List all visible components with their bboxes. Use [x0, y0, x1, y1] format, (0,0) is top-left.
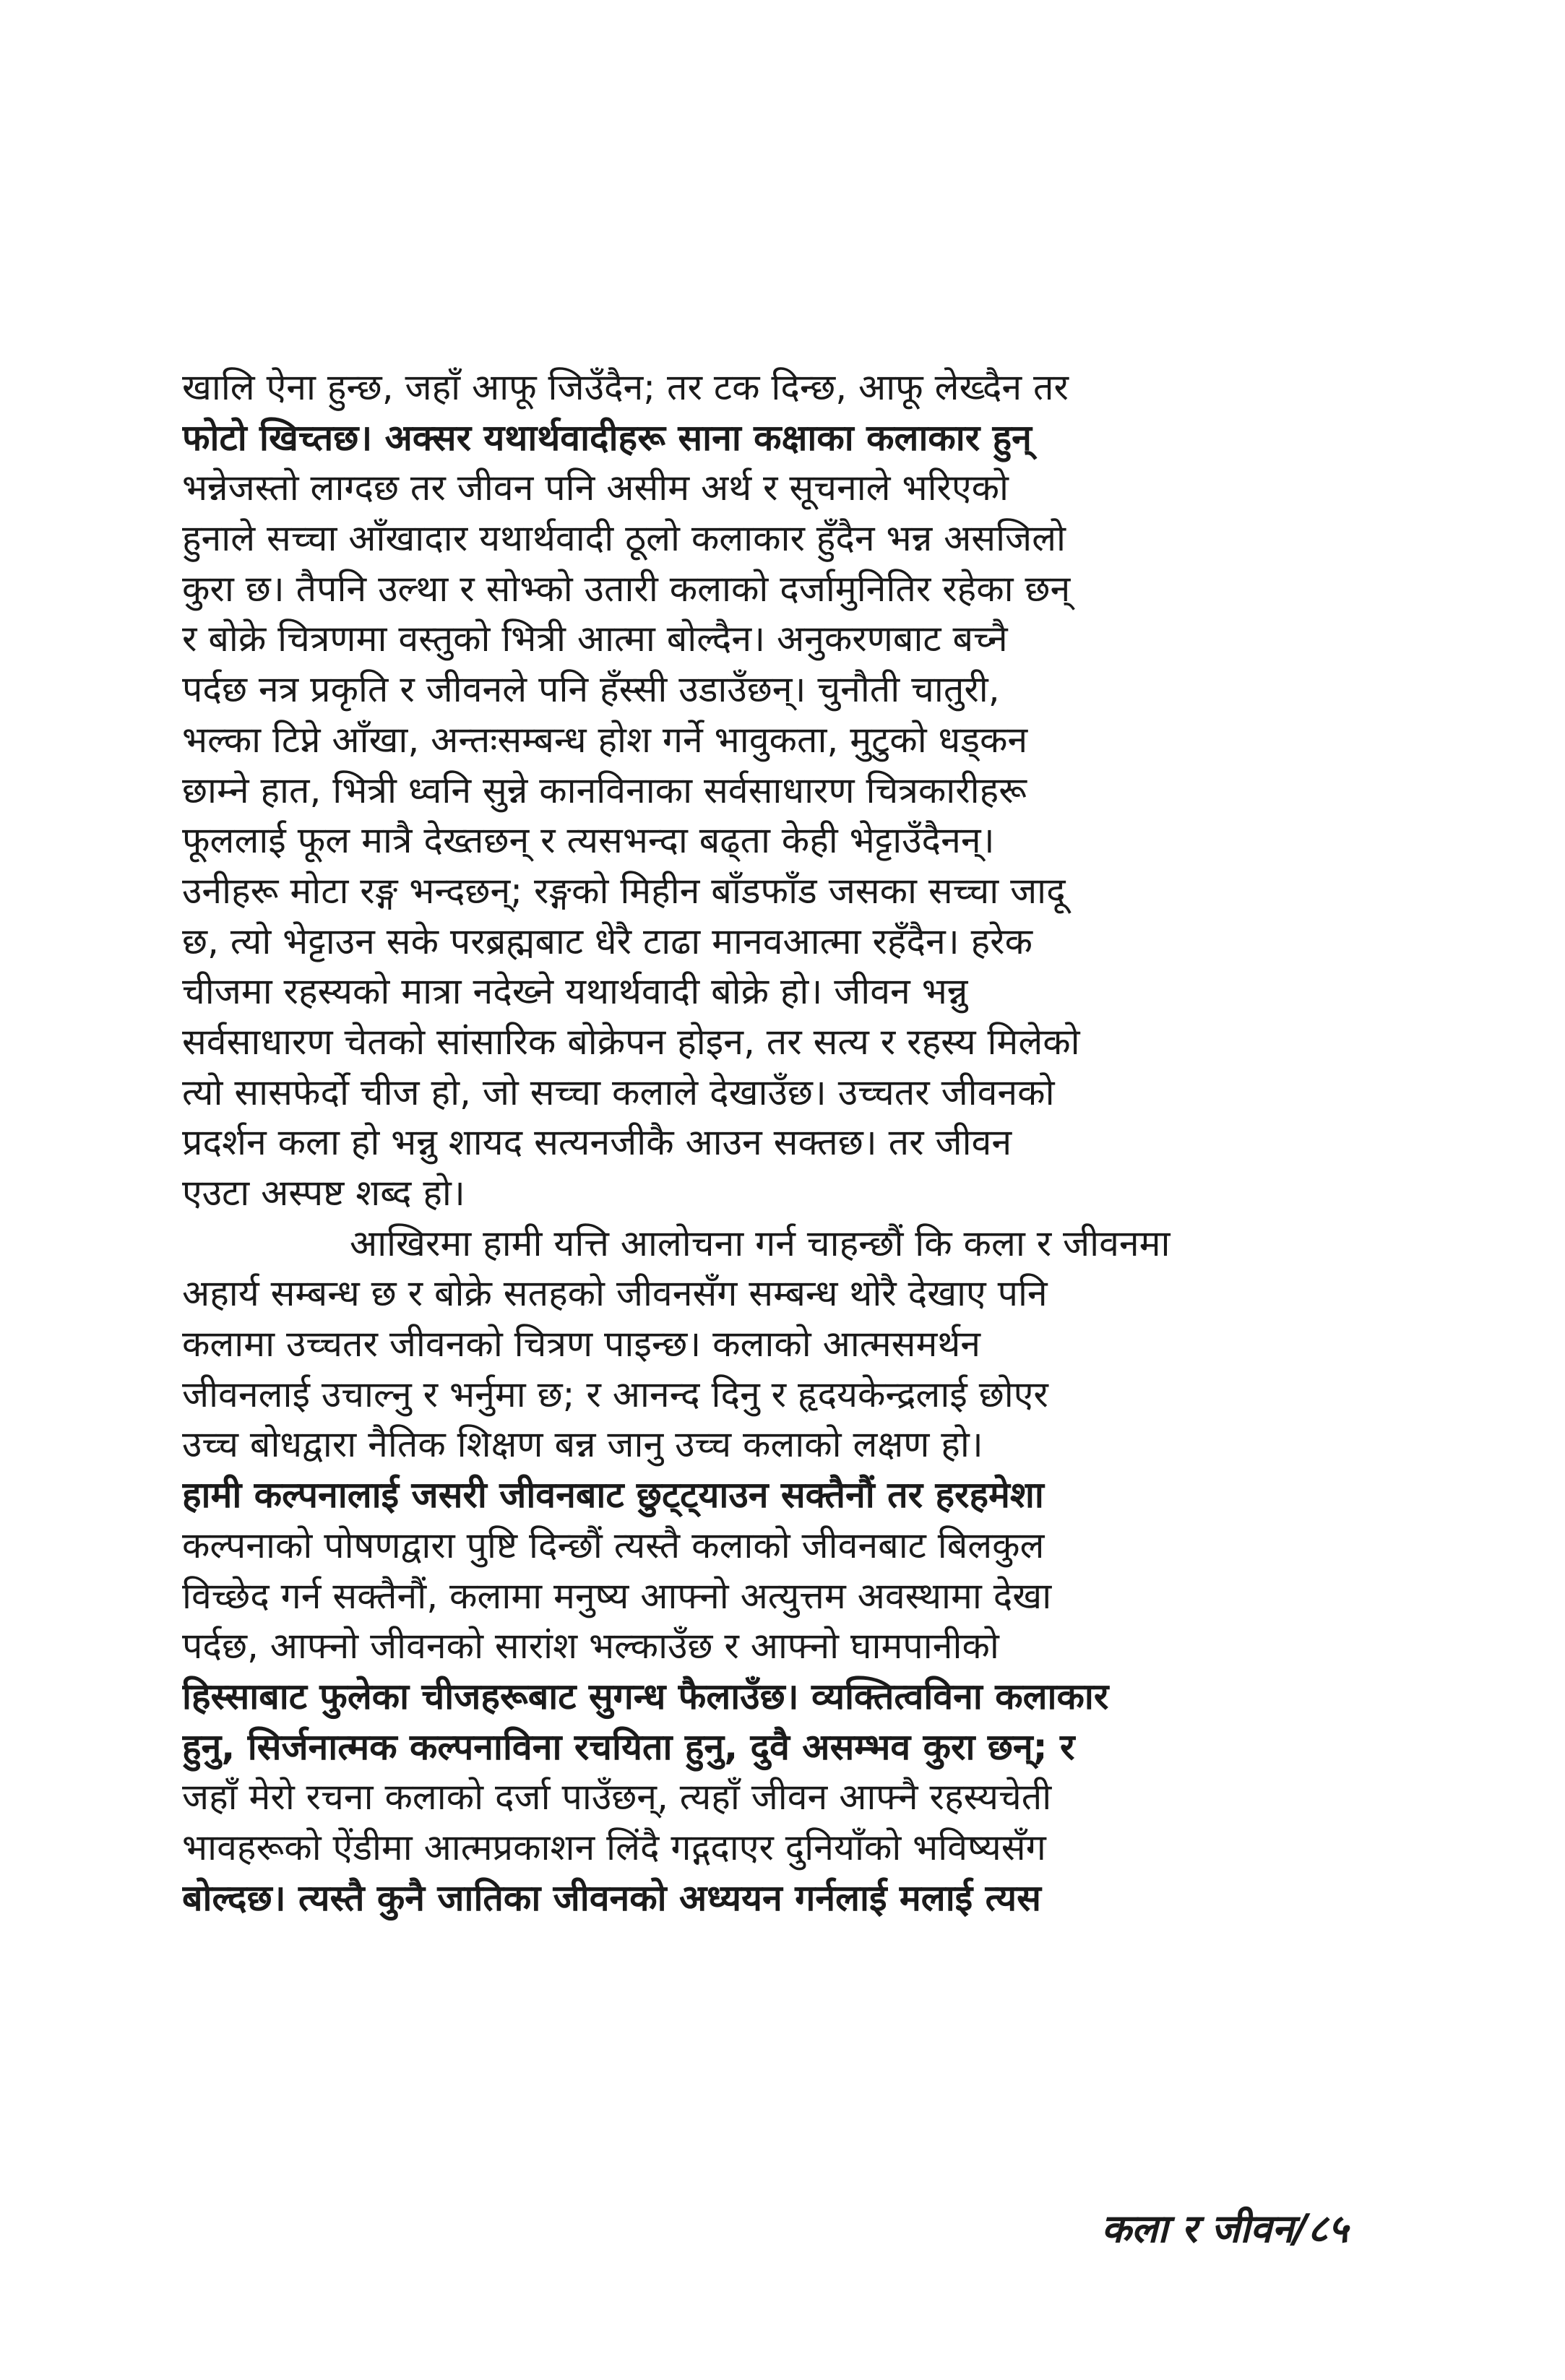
text-line: त्यो सासफेर्दो चीज हो, जो सच्चा कलाले देखाउँछ। उच्चतर जीवनको	[182, 1071, 1055, 1113]
text-line: अहार्य सम्बन्ध छ र बोक्रे सतहको जीवनसँग सम्बन्ध थोरै देखाए पनि	[182, 1272, 1048, 1315]
text-line: उच्च बोधद्वारा नैतिक शिक्षण बन्न जानु उच्च कलाको लक्षण हो।	[182, 1423, 983, 1466]
text-line: चीजमा रहस्यको मात्रा नदेख्ने यथार्थवादी बोक्रे हो। जीवन भन्नु	[182, 970, 968, 1013]
text-line: पर्दछ नत्र प्रकृति र जीवनले पनि हँस्सी उडाउँछन्। चुनौती चातुरी,	[182, 668, 1000, 711]
text-line: कुरा छ। तैपनि उल्था र सोभ्को उतारी कलाको दर्जामुनितिर रहेका छन्	[182, 567, 1071, 610]
text-line: पर्दछ, आफ्नो जीवनको सारांश भल्काउँछ र आफ्नो घामपानीको	[182, 1625, 999, 1668]
text-line: जहाँ मेरो रचना कलाको दर्जा पाउँछन्, त्यहाँ जीवन आफ्नै रहस्यचेती	[182, 1776, 1052, 1819]
text-line: फूललाई फूल मात्रै देख्तछन् र त्यसभन्दा बढ्ता केही भेट्टाउँदैनन्।	[182, 819, 995, 862]
text-line: हिस्साबाट फुलेका चीजहरूबाट सुगन्ध फैलाउँछ। व्यक्तित्वविना कलाकार	[182, 1675, 1109, 1717]
text-line: कल्पनाको पोषणद्वारा पुष्टि दिन्छौं त्यस्तै कलाको जीवनबाट बिलकुल	[182, 1524, 1045, 1566]
paragraph-start-line: आखिरमा हामी यत्ति आलोचना गर्न चाहन्छौं कि कला र जीवनमा	[350, 1222, 1170, 1264]
text-line: भन्नेजस्तो लाग्दछ तर जीवन पनि असीम अर्थ र सूचनाले भरिएको	[182, 467, 1009, 509]
text-line: हुनाले सच्चा आँखादार यथार्थवादी ठूलो कलाकार हुँदैन भन्न असजिलो	[182, 517, 1066, 560]
text-line: सर्वसाधारण चेतको सांसारिक बोक्रेपन होइन, तर सत्य र रहस्य मिलेको	[182, 1020, 1080, 1063]
text-line: फोटो खिच्तछ। अक्सर यथार्थवादीहरू साना कक्षाका कलाकार हुन्	[182, 416, 1032, 459]
text-line: र बोक्रे चित्रणमा वस्तुको भित्री आत्मा बोल्दैन। अनुकरणबाट बच्नै	[182, 618, 1008, 660]
text-line: हामी कल्पनालाई जसरी जीवनबाट छुट्ट्याउन सक्तैनौं तर हरहमेशा	[182, 1474, 1044, 1517]
text-line: हुनु, सिर्जनात्मक कल्पनाविना रचयिता हुनु, दुवै असम्भव कुरा छन्; र	[182, 1725, 1075, 1768]
text-line: जीवनलाई उचाल्नु र भर्नुमा छ; र आनन्द दिनु र हृदयकेन्द्रलाई छोएर	[182, 1373, 1048, 1415]
text-line: छाम्ने हात, भित्री ध्वनि सुन्ने कानविनाका सर्वसाधारण चित्रकारीहरू	[182, 769, 1027, 811]
text-line: कलामा उच्चतर जीवनको चित्रण पाइन्छ। कलाको आत्मसमर्थन	[182, 1323, 981, 1366]
text-line: खालि ऐना हुन्छ, जहाँ आफू जिउँदैन; तर टक दिन्छ, आफू लेख्दैन तर	[182, 366, 1069, 408]
text-line: भल्का टिप्ने आँखा, अन्तःसम्बन्ध होश गर्ने भावुकता, मुटुको धड्कन	[182, 718, 1028, 761]
page-footer: कला र जीवन/८५	[1101, 2206, 1348, 2251]
text-line: एउटा अस्पष्ट शब्द हो।	[182, 1172, 465, 1214]
text-line: बोल्दछ। त्यस्तै कुनै जातिका जीवनको अध्ययन गर्नलाई मलाई त्यस	[182, 1876, 1041, 1919]
text-line: उनीहरू मोटा रङ्ग भन्दछन्; रङ्गको मिहीन बाँडफाँड जसका सच्चा जादू	[182, 869, 1066, 912]
text-line: छ, त्यो भेट्टाउन सके परब्रह्मबाट धेरै टाढा मानवआत्मा रहँदैन। हरेक	[182, 920, 1032, 962]
body-text	[182, 363, 1389, 1923]
text-line: प्रदर्शन कला हो भन्नु शायद सत्यनजीकै आउन सक्तछ। तर जीवन	[182, 1121, 1012, 1164]
text-line: भावहरूको ऐंडीमा आत्मप्रकाशन लिंदै गद्गदाएर दुनियाँको भविष्यसँग	[182, 1826, 1046, 1868]
text-line: विच्छेद गर्न सक्तैनौं, कलामा मनुष्य आफ्नो अत्युत्तम अवस्थामा देखा	[182, 1574, 1052, 1617]
